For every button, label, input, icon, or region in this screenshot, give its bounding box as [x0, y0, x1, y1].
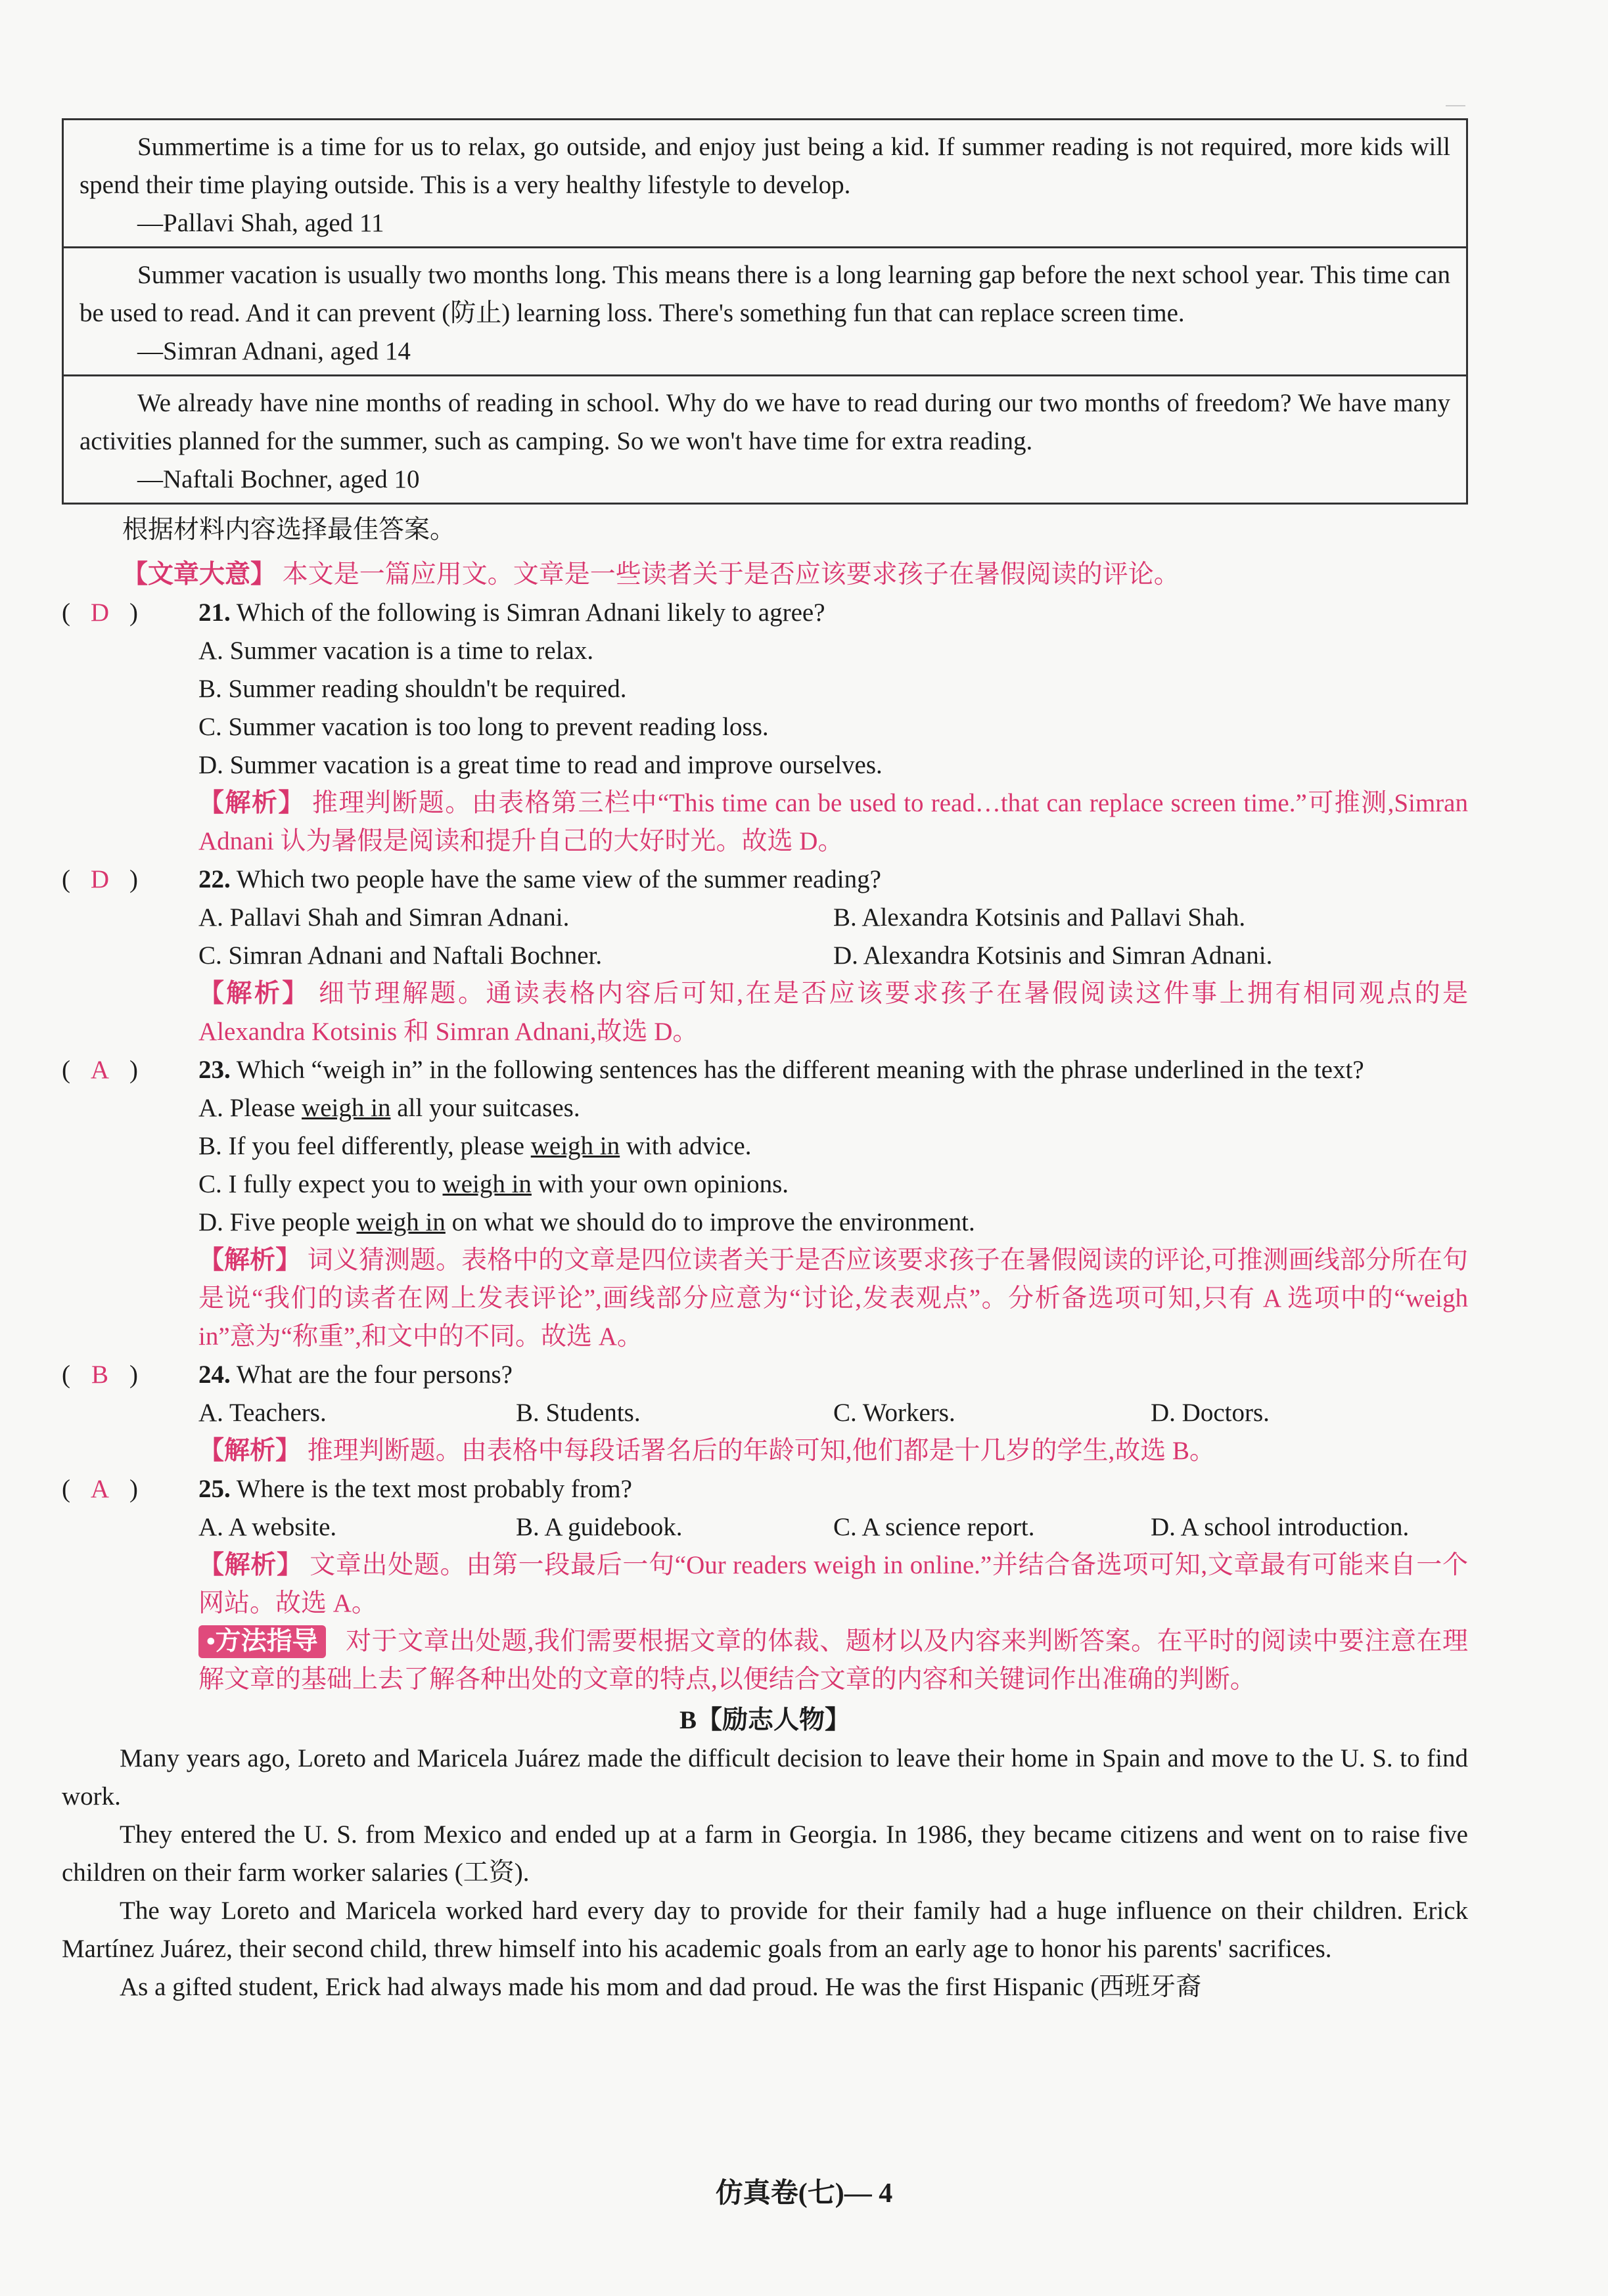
- question-22-text: Which two people have the same view of the summer reading?: [236, 865, 881, 893]
- option-22-c: C. Simran Adnani and Naftali Bochner.: [198, 941, 603, 970]
- option-25-a: A. A website.: [198, 1513, 337, 1541]
- answer-23: A: [90, 1056, 110, 1084]
- letter-3: [64, 374, 1466, 503]
- option-24-a: A. Teachers.: [198, 1399, 327, 1427]
- letter-1-text: Summertime is a time for us to relax, go outside, and enjoy just being a kid. If summer reading is not required, more kids will spend their time playing outside. This is a very healthy lifestyle to develop.: [80, 133, 1450, 199]
- letter-2-text: Summer vacation is usually two months long. This means there is a long learning gap before the next school year. This time can be used to read. And it can prevent (防止) learning loss. There's something fun that can replace screen time.: [80, 261, 1450, 327]
- reader-letters-table: [62, 118, 1468, 505]
- option-25-c: C. A science report.: [833, 1513, 1035, 1541]
- method-badge: •方法指导: [198, 1625, 326, 1658]
- explain-24-text: 推理判断题。由表格中每段话署名后的年龄可知,他们都是十几岁的学生,故选 B。: [307, 1437, 1216, 1465]
- options-24-row: [62, 1394, 1468, 1432]
- option-21-b: B. Summer reading shouldn't be required.: [198, 675, 627, 703]
- option-22-a: A. Pallavi Shah and Simran Adnani.: [198, 903, 570, 932]
- explain-tag: 【解析】: [198, 789, 305, 817]
- letter-1: [64, 120, 1466, 246]
- underlined-phrase: weigh in: [442, 1170, 532, 1198]
- option-23-d: D. Five people weigh in on what we should do to improve the environment.: [198, 1208, 975, 1236]
- answer-25: A: [90, 1475, 110, 1503]
- letter-2: [64, 246, 1466, 374]
- letter-3-text: We already have nine months of reading in school. Why do we have to read during our two months of freedom? We have many activities planned for the summer, such as camping. So we won't have time for extra reading.: [80, 389, 1450, 455]
- explain-23-text: 词义猜测题。表格中的文章是四位读者关于是否应该要求孩子在暑假阅读的评论,可推测画线部分所在句是说“我们的读者在网上发表评论”,画线部分应意为“讨论,发表观点”。分析备选项可知,只有 A 选项中的“weigh in”意为“称重”,和文中的不同。故选 A。: [198, 1246, 1468, 1351]
- question-25-text: Where is the text most probably from?: [236, 1475, 632, 1503]
- option-24-d: D. Doctors.: [1151, 1399, 1270, 1427]
- answer-bracket: ( A ): [62, 1051, 138, 1089]
- explanation-25: [62, 1546, 1468, 1623]
- explain-tag: 【解析】: [198, 1246, 302, 1274]
- section-b-paragraph-1: Many years ago, Loreto and Maricela Juárez made the difficult decision to leave their home in Spain and move to the U. S. to find work.: [62, 1744, 1468, 1811]
- explain-21-text: 推理判断题。由表格第三栏中“This time can be used to read…that can replace screen time.”可推测,Simran Adnani 认为暑假是阅读和提升自己的大好时光。故选 D。: [198, 789, 1468, 855]
- options-25-row: [62, 1508, 1468, 1546]
- question-number: 25: [198, 1475, 224, 1503]
- explain-tag: 【解析】: [198, 1437, 302, 1465]
- option-23-c: C. I fully expect you to weigh in with your own opinions.: [198, 1170, 789, 1198]
- method-text: 对于文章出处题,我们需要根据文章的体裁、题材以及内容来判断答案。在平时的阅读中要注意在理解文章的基础上去了解各种出处的文章的特点,以便结合文章的内容和关键词作出准确的判断。: [198, 1627, 1468, 1694]
- letter-3-signature: —Naftali Bochner, aged 10: [137, 465, 420, 493]
- letter-1-signature: —Pallavi Shah, aged 11: [137, 209, 384, 237]
- option-22-d: D. Alexandra Kotsinis and Simran Adnani.: [833, 941, 1273, 970]
- explain-25-text: 文章出处题。由第一段最后一句“Our readers weigh in online.”并结合备选项可知,文章最有可能来自一个网站。故选 A。: [198, 1551, 1468, 1617]
- explanation-24: [62, 1432, 1468, 1470]
- article-summary: [62, 556, 1468, 594]
- answer-bracket: ( B ): [62, 1356, 138, 1394]
- question-number: 24: [198, 1361, 224, 1389]
- section-b-paragraph-3: The way Loreto and Maricela worked hard every day to provide for their family had a huge influence on their children. Erick Martínez Juárez, their second child, threw himself into his academic goals from an early age to honor his parents' sacrifices.: [62, 1897, 1468, 1963]
- page-footer: 仿真卷(七)— 4: [715, 2178, 893, 2209]
- underlined-phrase: weigh in: [356, 1208, 446, 1236]
- question-number: 23: [198, 1056, 224, 1084]
- question-number: 22: [198, 865, 224, 893]
- question-25: ( A ) 25. Where is the text most probably from?: [62, 1470, 1468, 1508]
- section-b-title: B【励志人物】: [679, 1706, 850, 1734]
- letter-2-signature: —Simran Adnani, aged 14: [137, 337, 411, 365]
- section-b-paragraph-4: As a gifted student, Erick had always made his mom and dad proud. He was the first Hispanic (西班牙裔: [120, 1973, 1202, 2001]
- explain-tag: 【解析】: [198, 979, 310, 1008]
- explain-22-text: 细节理解题。通读表格内容后可知,在是否应该要求孩子在暑假阅读这件事上拥有相同观点的是 Alexandra Kotsinis 和 Simran Adnani,故选 D。: [198, 979, 1468, 1046]
- option-23-b: B. If you feel differently, please weigh in with advice.: [198, 1132, 752, 1160]
- answer-22: D: [90, 865, 110, 893]
- underlined-phrase: weigh in: [530, 1132, 620, 1160]
- option-22-b: B. Alexandra Kotsinis and Pallavi Shah.: [833, 903, 1246, 932]
- option-24-b: B. Students.: [516, 1399, 641, 1427]
- options-22-row-2: [62, 937, 1468, 975]
- page-content: [62, 118, 1468, 2006]
- option-21-a: A. Summer vacation is a time to relax.: [198, 637, 594, 665]
- question-21-text: Which of the following is Simran Adnani likely to agree?: [236, 598, 825, 627]
- answer-bracket: ( A ): [62, 1470, 138, 1508]
- answer-21: D: [90, 598, 110, 627]
- section-b-paragraph-2: They entered the U. S. from Mexico and ended up at a farm in Georgia. In 1986, they became citizens and went on to raise five children on their farm worker salaries (工资).: [62, 1820, 1468, 1887]
- explanation-23: [62, 1242, 1468, 1356]
- question-21: ( D ) 21. Which of the following is Simran Adnani likely to agree?: [62, 594, 1468, 632]
- question-number: 21: [198, 598, 224, 627]
- option-21-d: D. Summer vacation is a great time to read and improve ourselves.: [198, 751, 883, 779]
- question-24: ( B ) 24. What are the four persons?: [62, 1356, 1468, 1394]
- explanation-21: [62, 784, 1468, 861]
- method-guide: [62, 1623, 1468, 1699]
- question-23-text: Which “weigh in” in the following sentences has the different meaning with the phrase underlined in the text?: [236, 1056, 1364, 1084]
- option-21-c: C. Summer vacation is too long to prevent reading loss.: [198, 713, 769, 741]
- answer-bracket: ( D ): [62, 594, 138, 632]
- question-22: ( D ) 22. Which two people have the same view of the summer reading?: [62, 861, 1468, 899]
- explanation-22: [62, 975, 1468, 1051]
- options-22-row-1: [62, 899, 1468, 937]
- question-23: ( A ) 23. Which “weigh in” in the following sentences has the different meaning with the phrase underlined in the text?: [62, 1051, 1468, 1089]
- underlined-phrase: weigh in: [302, 1094, 391, 1122]
- answer-24: B: [91, 1361, 108, 1389]
- option-25-b: B. A guidebook.: [516, 1513, 683, 1541]
- option-25-d: D. A school introduction.: [1151, 1513, 1410, 1541]
- instruction: 根据材料内容选择最佳答案。: [122, 516, 456, 544]
- option-23-a: A. Please weigh in all your suitcases.: [198, 1094, 580, 1122]
- explain-tag: 【解析】: [198, 1551, 303, 1579]
- question-24-text: What are the four persons?: [236, 1361, 513, 1389]
- option-24-c: C. Workers.: [833, 1399, 955, 1427]
- page-corner-mark: [1446, 105, 1465, 106]
- answer-bracket: ( D ): [62, 861, 138, 899]
- summary-tag: 【文章大意】: [122, 560, 277, 589]
- summary-text: 本文是一篇应用文。文章是一些读者关于是否应该要求孩子在暑假阅读的评论。: [282, 560, 1180, 589]
